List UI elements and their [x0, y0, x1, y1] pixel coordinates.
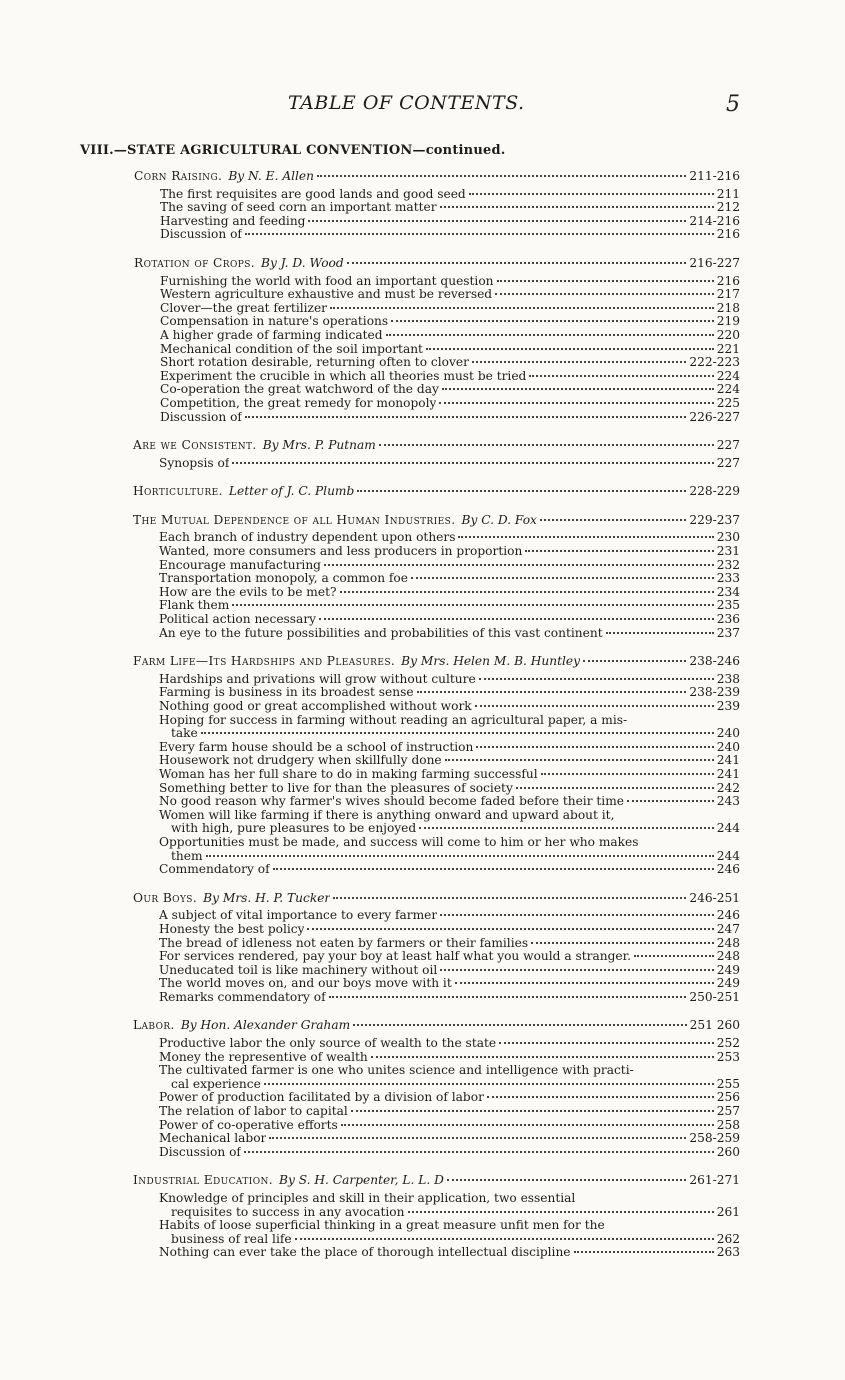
entry-text: Transportation monopoly, a common foe [159, 572, 408, 586]
entry-text: Every farm house should be a school of instruction [159, 740, 474, 754]
section-heading [133, 514, 740, 528]
entry-text: Short rotation desirable, returning often to clover [160, 356, 469, 370]
section-title: Rotation of Crops. [134, 256, 256, 270]
dot-leader [525, 550, 713, 552]
entry-text: The saving of seed corn an important matter [160, 201, 437, 215]
section-title: Are we Consistent. [133, 439, 257, 453]
entry-text: Discussion of [160, 228, 242, 242]
toc-entry [160, 288, 740, 302]
entry-page: 211 [716, 186, 740, 201]
toc-entry [159, 599, 740, 613]
toc-entry [159, 559, 740, 573]
section-heading [134, 170, 740, 184]
dot-leader [264, 1083, 714, 1085]
entry-page: 216 [716, 273, 740, 288]
entry-page: 224 [716, 382, 740, 397]
entry-page: 258-259 [689, 1131, 740, 1146]
section-heading-text [133, 1174, 444, 1188]
section-pages: 251 260 [689, 1018, 740, 1033]
entry-text: Competition, the great remedy for monopoly [160, 396, 437, 410]
toc-entry [159, 1037, 740, 1051]
entry-text: Wanted, more consumers and less producers in proportion [159, 545, 523, 559]
entry-page: 263 [716, 1245, 740, 1260]
dot-leader [583, 660, 686, 662]
entry-page: 246 [716, 862, 740, 877]
toc-section [127, 1019, 740, 1159]
dot-leader [472, 361, 686, 363]
dot-leader [347, 262, 687, 264]
entry-text: An eye to the future possibilities and probabilities of this vast continent [159, 626, 603, 640]
dot-leader [458, 536, 713, 538]
toc-entry [159, 863, 740, 877]
dot-leader [379, 444, 714, 446]
entry-page: 230 [716, 530, 740, 545]
section-heading [133, 439, 740, 453]
toc-entry [159, 1146, 740, 1160]
section-pages: 216-227 [689, 255, 740, 270]
dot-leader [329, 996, 687, 998]
entry-page: 255 [716, 1076, 740, 1091]
entry-page: 224 [716, 368, 740, 383]
entry-page: 243 [716, 794, 740, 809]
toc-entry [160, 188, 740, 202]
dot-leader [419, 827, 714, 829]
entry-page: 249 [716, 962, 740, 977]
section-byline: By Mrs. H. P. Tucker [203, 891, 331, 905]
entry-page: 236 [716, 612, 740, 627]
toc-entry [160, 228, 740, 242]
entry-page: 250-251 [689, 989, 740, 1004]
toc-entry [159, 1105, 740, 1119]
entry-text-continued: cal experience [171, 1077, 261, 1091]
entry-text: Honesty the best policy [159, 922, 305, 936]
toc-section [127, 439, 740, 470]
dot-leader [447, 1179, 686, 1181]
entry-page: 252 [716, 1036, 740, 1051]
entry-page: 217 [716, 287, 740, 302]
entry-page: 238 [716, 671, 740, 686]
toc-entry [160, 343, 740, 357]
dot-leader [440, 969, 713, 971]
entry-page: 242 [716, 780, 740, 795]
section-heading-text [133, 514, 537, 528]
dot-leader [516, 787, 714, 789]
entry-text-continued: them [171, 849, 203, 863]
dot-leader [499, 1042, 714, 1044]
toc-entry [159, 613, 740, 627]
toc-entry [159, 545, 740, 559]
entry-text: Each branch of industry dependent upon others [159, 531, 456, 545]
toc-entry [159, 1119, 740, 1133]
entry-text: Nothing good or great accomplished without work [159, 700, 472, 713]
entry-page: 216 [716, 227, 740, 242]
entry-text: Uneducated toil is like machinery without oil [159, 963, 438, 977]
entry-text: Knowledge of principles and skill in their application, two essential [159, 1191, 576, 1205]
part-heading: VIII.—STATE AGRICULTURAL CONVENTION—continued. [80, 143, 506, 158]
entry-page: 214-216 [689, 213, 740, 228]
section-pages: 227 [716, 438, 740, 453]
dot-leader [351, 1110, 714, 1112]
entry-text: Housework not drudgery when skillfully done [159, 754, 442, 768]
toc-entry [159, 937, 740, 951]
section-pages: 228-229 [689, 484, 740, 499]
entry-page: 238-239 [689, 685, 740, 700]
dot-leader [340, 591, 714, 593]
dot-leader [330, 307, 714, 309]
dot-leader [634, 955, 714, 957]
toc-entry [159, 754, 740, 768]
entry-text: Productive labor the only source of wealth to the state [159, 1037, 497, 1051]
section-heading [133, 485, 740, 499]
toc-section [128, 170, 740, 242]
dot-leader [445, 759, 714, 761]
entry-continuation-line [171, 850, 740, 864]
entry-text: A subject of vital importance to every farmer [159, 909, 438, 923]
dot-leader [531, 942, 714, 944]
entry-text-continued: with high, pure pleasures to be enjoyed [171, 822, 417, 836]
dot-leader [324, 564, 714, 566]
section-heading [133, 655, 740, 669]
toc-entry [159, 909, 740, 923]
entry-text: Compensation in nature's operations [160, 315, 389, 329]
entry-page: 221 [716, 341, 740, 356]
section-byline: By J. D. Wood [261, 256, 344, 270]
toc-section [128, 257, 740, 424]
entry-page: 225 [716, 395, 740, 410]
toc-entry [160, 302, 740, 316]
toc-entry [159, 782, 740, 796]
entry-text: Discussion of [159, 1145, 241, 1159]
entry-page: 222-223 [689, 355, 740, 370]
dot-leader [245, 416, 686, 418]
dot-leader [353, 1024, 686, 1026]
dot-leader [319, 618, 714, 620]
dot-leader [529, 375, 713, 377]
dot-leader [232, 462, 713, 464]
dot-leader [386, 334, 714, 336]
entry-page: 248 [716, 935, 740, 950]
entry-page: 244 [716, 848, 740, 863]
entry-text: Power of production facilitated by a division of labor [159, 1091, 484, 1105]
dot-leader [232, 604, 713, 606]
entry-page: 234 [716, 584, 740, 599]
entry-page: 232 [716, 557, 740, 572]
entry-text: Co-operation the great watchword of the day [160, 383, 439, 397]
dot-leader [273, 868, 714, 870]
entry-text: Women will like farming if there is anything onward and upward about it, [159, 807, 615, 822]
toc-entry [159, 991, 740, 1005]
entry-text: The cultivated farmer is one who unites science and intelligence with practi- [159, 1063, 634, 1078]
section-title: Labor. [133, 1019, 175, 1033]
entry-page: 247 [716, 921, 740, 936]
dot-leader [475, 705, 714, 707]
toc-entry [159, 1064, 740, 1091]
section-title: Industrial Education. [133, 1174, 274, 1188]
entry-text: Experiment the crucible in which all theories must be tried [160, 369, 527, 383]
entry-text: The relation of labor to capital [159, 1105, 348, 1119]
toc-entry [159, 795, 740, 809]
entry-page: 257 [716, 1104, 740, 1119]
dot-leader [317, 175, 686, 177]
dot-leader [479, 678, 714, 680]
entry-continuation-line [171, 727, 740, 741]
entry-text: Mechanical condition of the soil important [160, 342, 423, 356]
dot-leader [574, 1251, 714, 1253]
toc-entry [159, 1132, 740, 1146]
entry-page: 260 [716, 1144, 740, 1159]
toc-entry [159, 686, 740, 700]
entry-page: 241 [716, 753, 740, 768]
dot-leader [541, 773, 714, 775]
entry-text: For services rendered, pay your boy at least half what you would a stranger. [159, 950, 631, 964]
section-title: Our Boys. [133, 891, 198, 905]
section-byline: By N. E. Allen [228, 170, 314, 183]
dot-leader [439, 402, 713, 404]
entry-page: 240 [716, 726, 740, 741]
entry-text-continued: requisites to success in any avocation [171, 1205, 405, 1219]
toc-entry [159, 950, 740, 964]
entry-text: Opportunities must be made, and success will come to him or her who makes [159, 834, 639, 849]
dot-leader [206, 855, 714, 857]
table-of-contents [128, 170, 740, 1275]
entry-text: The bread of idleness not eaten by farmers or their families [159, 936, 529, 950]
toc-entry [159, 457, 740, 471]
entry-page: 237 [716, 625, 740, 640]
toc-section [127, 514, 740, 640]
section-pages: 238-246 [689, 654, 740, 669]
page-number: 5 [726, 92, 740, 117]
dot-leader [442, 388, 714, 390]
entry-text: No good reason why farmer's wives should become faded before their time [159, 795, 624, 809]
entry-text: Clover—the great fertilizer [160, 301, 327, 315]
section-heading-text [134, 257, 344, 271]
toc-entry [160, 356, 740, 370]
entry-page: 239 [716, 699, 740, 713]
toc-entry [160, 201, 740, 215]
entry-text: Commendatory of [159, 863, 270, 877]
toc-entry [159, 700, 740, 714]
entry-text: Hardships and privations will grow without culture [159, 672, 476, 686]
toc-entry [159, 1091, 740, 1105]
toc-entry [160, 275, 740, 289]
section-heading-text [133, 655, 580, 669]
toc-entry [159, 836, 740, 863]
section-title: Horticulture. [133, 485, 223, 499]
section-title: The Mutual Dependence of all Human Industries. [133, 513, 456, 527]
entry-page: 244 [716, 821, 740, 836]
dot-leader [426, 348, 714, 350]
dot-leader [540, 519, 686, 521]
entry-page: 246 [716, 908, 740, 923]
entry-page: 261 [716, 1204, 740, 1219]
entry-page: 256 [716, 1090, 740, 1105]
entry-text: Habits of loose superficial thinking in a great measure unfit men for the [159, 1218, 605, 1233]
dot-leader [408, 1211, 714, 1213]
dot-leader [495, 293, 714, 295]
entry-continuation-line [171, 1078, 740, 1092]
toc-entry [159, 768, 740, 782]
dot-leader [476, 746, 713, 748]
dot-leader [341, 1124, 714, 1126]
entry-text: Power of co-operative efforts [159, 1118, 338, 1132]
dot-leader [487, 1096, 714, 1098]
section-byline: By Hon. Alexander Graham [180, 1019, 351, 1033]
toc-entry [159, 572, 740, 586]
toc-entry [159, 741, 740, 755]
toc-entry [159, 809, 740, 836]
entry-page: 258 [716, 1117, 740, 1132]
entry-text-continued: business of real life [171, 1232, 292, 1246]
dot-leader [440, 914, 714, 916]
entry-page: 220 [716, 327, 740, 342]
entry-text: Furnishing the world with food an important question [160, 274, 494, 288]
entry-text: Mechanical labor [159, 1132, 267, 1146]
entry-text: The world moves on, and our boys move with it [159, 977, 452, 991]
section-heading [133, 892, 740, 906]
toc-entry [160, 397, 740, 411]
section-title: Farm Life—Its Hardships and Pleasures. [133, 655, 396, 669]
toc-entry [159, 586, 740, 600]
entry-page: 249 [716, 976, 740, 991]
toc-entry [159, 673, 740, 687]
dot-leader [606, 632, 714, 634]
toc-entry [160, 315, 740, 329]
toc-entry [159, 964, 740, 978]
section-pages: 261-271 [689, 1173, 740, 1188]
section-pages: 229-237 [689, 512, 740, 527]
toc-entry [159, 531, 740, 545]
entry-text: Money the representive of wealth [159, 1050, 368, 1064]
entry-text: The first requisites are good lands and good seed [160, 187, 466, 201]
toc-entry [159, 1246, 740, 1260]
section-byline: By S. H. Carpenter, L. L. D [279, 1174, 444, 1188]
dot-leader [627, 800, 714, 802]
toc-section [127, 655, 740, 877]
section-byline: Letter of J. C. Plumb [228, 485, 355, 499]
section-byline: By Mrs. P. Putnam [262, 439, 376, 453]
toc-entry [159, 1051, 740, 1065]
entry-text: Woman has her full share to do in making farming successful [159, 767, 538, 781]
dot-leader [455, 982, 714, 984]
section-heading-text [133, 439, 376, 453]
section-pages: 211-216 [689, 169, 740, 183]
section-heading-text [133, 485, 354, 499]
toc-section [127, 892, 740, 1005]
dot-leader [417, 691, 687, 693]
section-heading-text [133, 1019, 350, 1033]
section-heading [133, 1019, 740, 1033]
dot-leader [357, 490, 686, 492]
section-byline: By Mrs. Helen M. B. Huntley [401, 655, 581, 669]
section-byline: By C. D. Fox [461, 513, 537, 527]
dot-leader [497, 280, 714, 282]
section-pages: 246-251 [689, 890, 740, 905]
entry-text: Something better to live for than the pleasures of society [159, 781, 513, 795]
toc-entry [160, 370, 740, 384]
entry-page: 240 [716, 739, 740, 754]
dot-leader [391, 320, 714, 322]
entry-page: 233 [716, 571, 740, 586]
entry-text: Harvesting and feeding [160, 214, 306, 228]
entry-page: 219 [716, 314, 740, 329]
entry-page: 212 [716, 200, 740, 215]
dot-leader [244, 1151, 714, 1153]
entry-text: Remarks commendatory of [159, 990, 326, 1004]
toc-entry [159, 714, 740, 741]
section-heading [133, 1174, 740, 1188]
entry-text: Farming is business in its broadest sense [159, 686, 414, 700]
entry-page: 227 [716, 455, 740, 470]
entry-text: Synopsis of [159, 456, 230, 470]
dot-leader [371, 1056, 714, 1058]
toc-entry [159, 977, 740, 991]
toc-entry [159, 1192, 740, 1219]
section-heading-text [133, 892, 330, 906]
entry-page: 226-227 [689, 409, 740, 424]
dot-leader [411, 577, 714, 579]
entry-page: 235 [716, 598, 740, 613]
dot-leader [469, 193, 714, 195]
dot-leader [308, 220, 686, 222]
toc-section [127, 1174, 740, 1260]
page-header [0, 92, 845, 126]
section-title: Corn Raising. [134, 170, 223, 183]
dot-leader [201, 732, 714, 734]
toc-entry [160, 215, 740, 229]
toc-entry [159, 923, 740, 937]
entry-text: How are the evils to be met? [159, 585, 337, 599]
dot-leader [440, 206, 714, 208]
entry-text: Hoping for success in farming without reading an agricultural paper, a mis- [159, 712, 628, 727]
toc-entry [160, 383, 740, 397]
toc-entry [160, 329, 740, 343]
entry-text: Nothing can ever take the place of thorough intellectual discipline [159, 1246, 571, 1260]
entry-text: Encourage manufacturing [159, 558, 321, 572]
entry-continuation-line [171, 822, 740, 836]
entry-text: Flank them [159, 599, 230, 613]
section-heading-text [134, 170, 314, 184]
dot-leader [245, 233, 714, 235]
toc-entry [160, 411, 740, 425]
toc-section [127, 485, 740, 499]
entry-page: 231 [716, 544, 740, 559]
dot-leader [269, 1137, 686, 1139]
entry-page: 248 [716, 949, 740, 964]
entry-continuation-line [171, 1206, 740, 1220]
toc-entry [159, 1219, 740, 1246]
entry-text-continued: take [171, 727, 198, 741]
entry-text: A higher grade of farming indicated [160, 328, 383, 342]
entry-continuation-line [171, 1233, 740, 1247]
dot-leader [333, 897, 686, 899]
entry-page: 241 [716, 766, 740, 781]
entry-page: 218 [716, 300, 740, 315]
entry-text: Western agriculture exhaustive and must be reversed [160, 288, 493, 302]
entry-text: Discussion of [160, 410, 242, 424]
section-heading [134, 257, 740, 271]
page-title: TABLE OF CONTENTS. [288, 92, 525, 114]
dot-leader [307, 928, 713, 930]
entry-page: 262 [716, 1231, 740, 1246]
entry-text: Political action necessary [159, 613, 317, 627]
entry-page: 253 [716, 1049, 740, 1064]
toc-entry [159, 627, 740, 641]
dot-leader [295, 1238, 714, 1240]
